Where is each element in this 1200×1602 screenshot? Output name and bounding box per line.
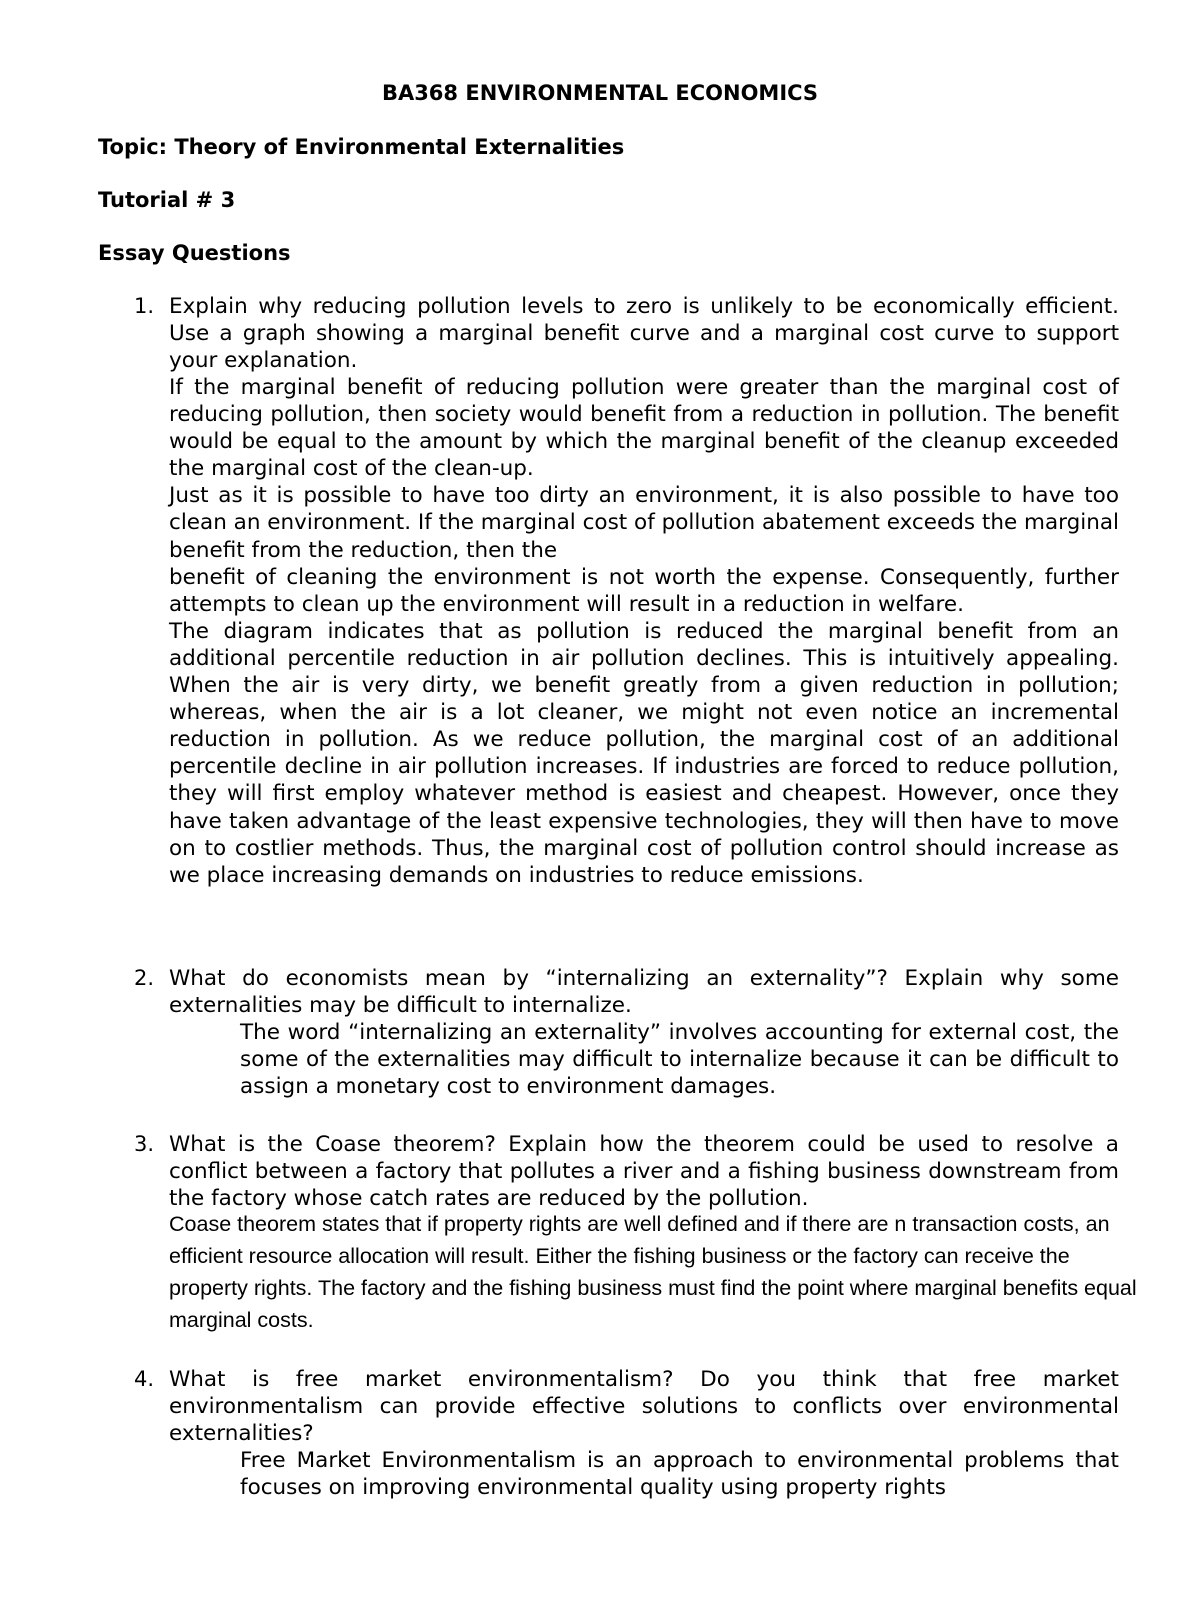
question-number: 2. — [134, 966, 155, 990]
answer-paragraph: Just as it is possible to have too dirty an environment, it is also possible to have too clean an environment. If the marginal cost of pollution abatement exceeds the marginal benefit from the reduction, then the — [169, 483, 1119, 563]
question-text: What do economists mean by “internalizing an externality”? Explain why some externalities may be difficult to internalize. — [169, 966, 1119, 1018]
section-heading: Essay Questions — [98, 241, 291, 265]
question-number: 1. — [134, 294, 155, 318]
question-text: What is the Coase theorem? Explain how the theorem could be used to resolve a conflict between a factory that pollutes a river and a fishing business downstream from the factory whose catch rates are reduced by the pollution. — [169, 1132, 1119, 1211]
answer-text: The word “internalizing an externality” involves accounting for external cost, the some of the externalities may difficult to internalize because it can be difficult to assign a monetary cost to environment damages. — [240, 1020, 1119, 1099]
course-title: BA368 ENVIRONMENTAL ECONOMICS — [381, 81, 819, 105]
answer-paragraph: The diagram indicates that as pollution is reduced the marginal benefit from an additional percentile reduction in air pollution declines. This is intuitively appealing. When the air is very dirty, we benefit greatly from a given reduction in pollution; whereas, when the air is a lot cleaner, we might not even notice an incremental reduction in pollution. As we reduce pollution, the marginal cost of an additional percentile decline in air pollution increases. If industries are forced to reduce pollution, they will first employ whatever method is easiest and cheapest. However, once they have taken advantage of the least expensive technologies, they will then have to move on to costlier methods. Thus, the marginal cost of pollution control should increase as we place increasing demands on industries to reduce emissions. — [169, 618, 1119, 888]
tutorial-heading: Tutorial # 3 — [98, 188, 236, 212]
answer-paragraph: benefit of cleaning the environment is not worth the expense. Consequently, further attempts to clean up the environment will result in a reduction in welfare. — [169, 564, 1119, 617]
answer-text: Free Market Environmentalism is an approach to environmental problems that focuses on improving environmental quality using property rights — [240, 1448, 1119, 1500]
question-number: 4. — [134, 1367, 155, 1391]
question-number: 3. — [134, 1132, 155, 1156]
topic-heading: Topic: Theory of Environmental Externalities — [98, 135, 625, 159]
question-text: Explain why reducing pollution levels to zero is unlikely to be economically efficient. Use a graph showing a marginal benefit curve and a marginal cost curve to support your explanation. — [169, 294, 1119, 373]
answer-block — [169, 374, 1119, 889]
question-text: What is free market environmentalism? Do you think that free market environmentalism can provide effective solutions to conflicts over environmental externalities? — [169, 1367, 1119, 1446]
answer-text: Coase theorem states that if property rights are well defined and if there are n transaction costs, an efficient resource allocation will result. Either the fishing business or the factory can receive the property rights. The factory and the fishing business must find the point where marginal benefits equal marginal costs. — [169, 1212, 1137, 1332]
answer-paragraph: If the marginal benefit of reducing pollution were greater than the marginal cost of reducing pollution, then society would benefit from a reduction in pollution. The benefit would be equal to the amount by which the marginal benefit of the cleanup exceeded the marginal cost of the clean-up. — [169, 375, 1119, 482]
